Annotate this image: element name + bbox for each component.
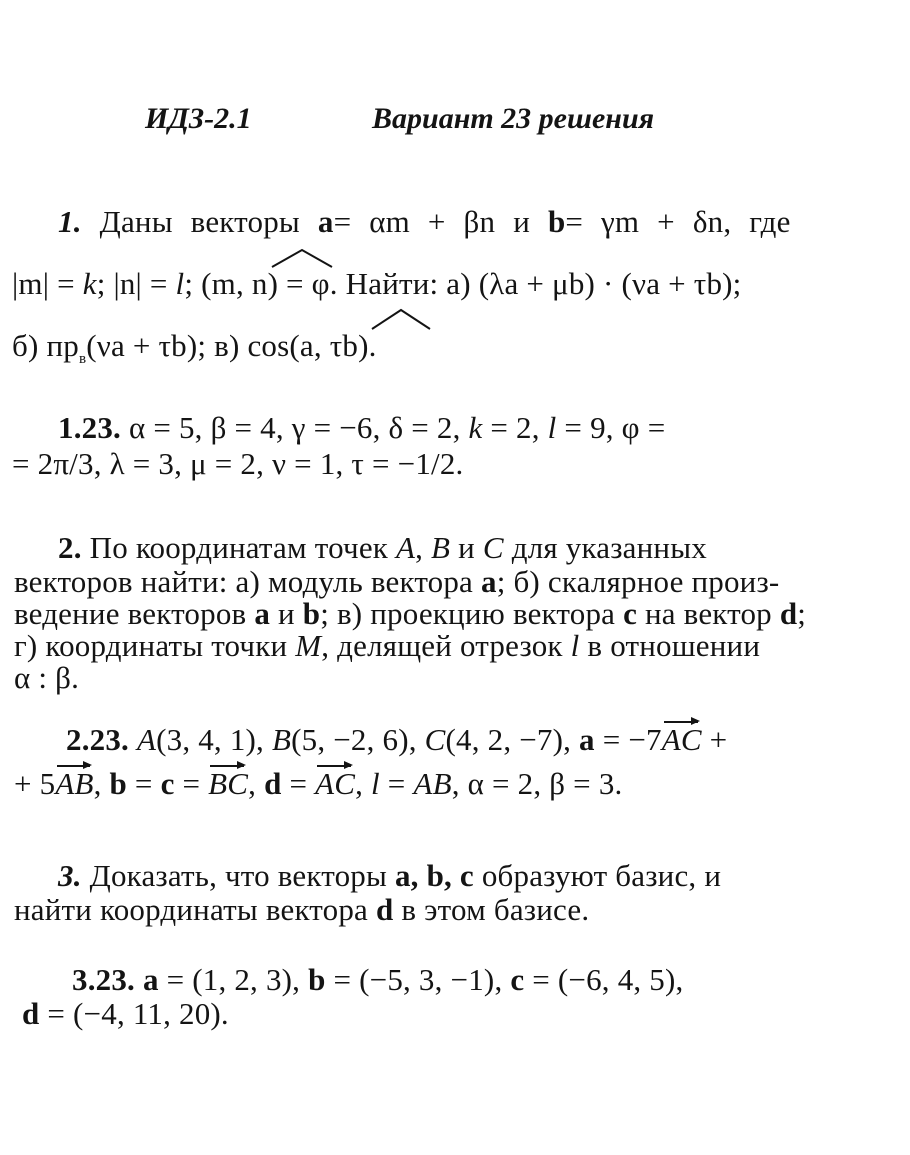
comma: ,: [415, 530, 432, 565]
vector-c: c: [623, 596, 638, 631]
coords-a: = (1, 2, 3),: [158, 962, 309, 997]
semicolon: ;: [797, 596, 807, 631]
vector-a: a: [579, 722, 595, 757]
point-B: B: [271, 722, 292, 757]
task2-text: По координатам точек: [89, 530, 396, 565]
assignment-code: ИДЗ-2.1: [145, 102, 252, 135]
vector-AC: AC: [661, 722, 702, 757]
segment-AB: AB: [413, 766, 452, 801]
task1-find-a: ; (m, n) = φ. Найти: а) (λa + μb) · (νa + τb);: [184, 266, 742, 301]
eq: =: [281, 766, 316, 801]
var-l: l: [371, 766, 380, 801]
vectors-abc: a, b, c: [394, 858, 474, 893]
vector-c: c: [510, 962, 525, 997]
task2-line5: α : β.: [14, 660, 80, 695]
vector-b: b: [547, 204, 566, 239]
eq: =: [379, 766, 414, 801]
point-C: C: [482, 530, 504, 565]
vector-d: d: [779, 596, 798, 631]
point-B: B: [431, 530, 451, 565]
vector-a: a: [480, 564, 497, 599]
projection-label: б) пр: [12, 328, 79, 363]
point-A: A: [395, 530, 416, 565]
task1-line3: [12, 330, 377, 367]
task1-find-bc: (νa + τb); в) cos(a, τb).: [86, 328, 377, 363]
angle-hat-a-tb: [368, 307, 434, 331]
variant-title: Вариант 23 решения: [372, 102, 655, 135]
task3-text-end: образуют базис, и: [473, 858, 722, 893]
point-M: M: [295, 628, 322, 663]
var-k: k: [82, 266, 97, 301]
task2-text: на вектор: [637, 596, 780, 631]
coords-B: (5, −2, 6),: [291, 722, 425, 757]
vector-c: c: [160, 766, 175, 801]
task2-text-end: ; б) скалярное произ-: [496, 564, 780, 599]
vector-BC: BC: [208, 766, 249, 801]
task1-text: Даны векторы: [99, 204, 300, 239]
projection-sub: в: [78, 351, 87, 368]
coords-b: = (−5, 3, −1),: [325, 962, 511, 997]
point-C: C: [424, 722, 446, 757]
task1-variant-line1: [58, 412, 665, 443]
task2-line4: [14, 630, 760, 661]
task2-text: , делящей отрезок: [321, 628, 571, 663]
task2-line3: [14, 598, 806, 629]
vector-AC: AC: [315, 766, 356, 801]
task1-conj: и: [513, 204, 530, 239]
vector-b: b: [302, 596, 321, 631]
eq: =: [126, 766, 161, 801]
plus: +: [701, 722, 728, 757]
task2-text: ведение векторов: [14, 596, 255, 631]
task3-line1: [58, 860, 721, 891]
task3-text: Доказать, что векторы: [89, 858, 395, 893]
var-l: l: [570, 628, 580, 663]
variant-label-2-23: 2.23.: [66, 722, 129, 757]
vector-b: b: [109, 766, 127, 801]
task2-line1: [58, 532, 707, 563]
vector-a: a: [254, 596, 271, 631]
task1-where: где: [749, 204, 791, 239]
coords-C: (4, 2, −7),: [445, 722, 580, 757]
task2-line2: [14, 566, 779, 597]
task3-variant-line1: [72, 964, 683, 995]
vector-d: d: [375, 892, 394, 927]
task3-number: 3.: [58, 858, 82, 893]
task1-number: 1.: [58, 204, 82, 239]
coords-A: (3, 4, 1),: [156, 722, 272, 757]
eq: = −7: [594, 722, 662, 757]
task2-text: ; в) проекцию вектора: [320, 596, 624, 631]
vector-AB: AB: [55, 766, 94, 801]
vector-d: d: [264, 766, 282, 801]
sep: ,: [248, 766, 265, 801]
vector-d: d: [22, 996, 40, 1031]
sep: ,: [355, 766, 372, 801]
task3-variant-line2: [22, 998, 229, 1029]
task2-number: 2.: [58, 530, 82, 565]
task3-line2: [14, 894, 589, 925]
vector-a: a: [317, 204, 334, 239]
task1-line2: [12, 268, 741, 299]
task1-formula-a: = αm + βn: [333, 204, 496, 239]
vector-b: b: [308, 962, 326, 997]
norm-m: |m| =: [12, 266, 83, 301]
conj: и: [270, 596, 303, 631]
task2-variant-line2: [14, 768, 622, 799]
task3-text-end: в этом базисе.: [393, 892, 590, 927]
variant1-params: α = 5, β = 4, γ = −6, δ = 2,: [128, 410, 469, 445]
task2-text: векторов найти: а) модуль вектора: [14, 564, 481, 599]
norm-n: ; |n| =: [96, 266, 176, 301]
task1-formula-b: = γm + δn,: [565, 204, 732, 239]
ratio: , α = 2, β = 3.: [451, 766, 623, 801]
var-k: k: [468, 410, 483, 445]
var-l: l: [547, 410, 557, 445]
variant-label-1-23: 1.23.: [58, 410, 121, 445]
variant1-phi: = 9, φ =: [556, 410, 666, 445]
var-l: l: [175, 266, 185, 301]
task1-line1: [58, 206, 791, 237]
point-A: A: [136, 722, 157, 757]
coords-d: = (−4, 11, 20).: [39, 996, 229, 1031]
task2-text-end: для указанных: [503, 530, 707, 565]
variant-label-3-23: 3.23.: [72, 962, 135, 997]
task2-text: г) координаты точки: [14, 628, 296, 663]
variant1-eq: = 2,: [482, 410, 548, 445]
task2-variant-line1: [66, 724, 727, 755]
sep: ,: [93, 766, 110, 801]
vector-a: a: [142, 962, 159, 997]
coords-c: = (−6, 4, 5),: [524, 962, 684, 997]
eq: =: [174, 766, 209, 801]
task3-text: найти координаты вектора: [14, 892, 376, 927]
task1-variant-line2: = 2π/3, λ = 3, μ = 2, ν = 1, τ = −1/2.: [12, 446, 464, 481]
conj: и: [450, 530, 483, 565]
task2-text-end: в отношении: [579, 628, 761, 663]
plus-5: + 5: [14, 766, 56, 801]
